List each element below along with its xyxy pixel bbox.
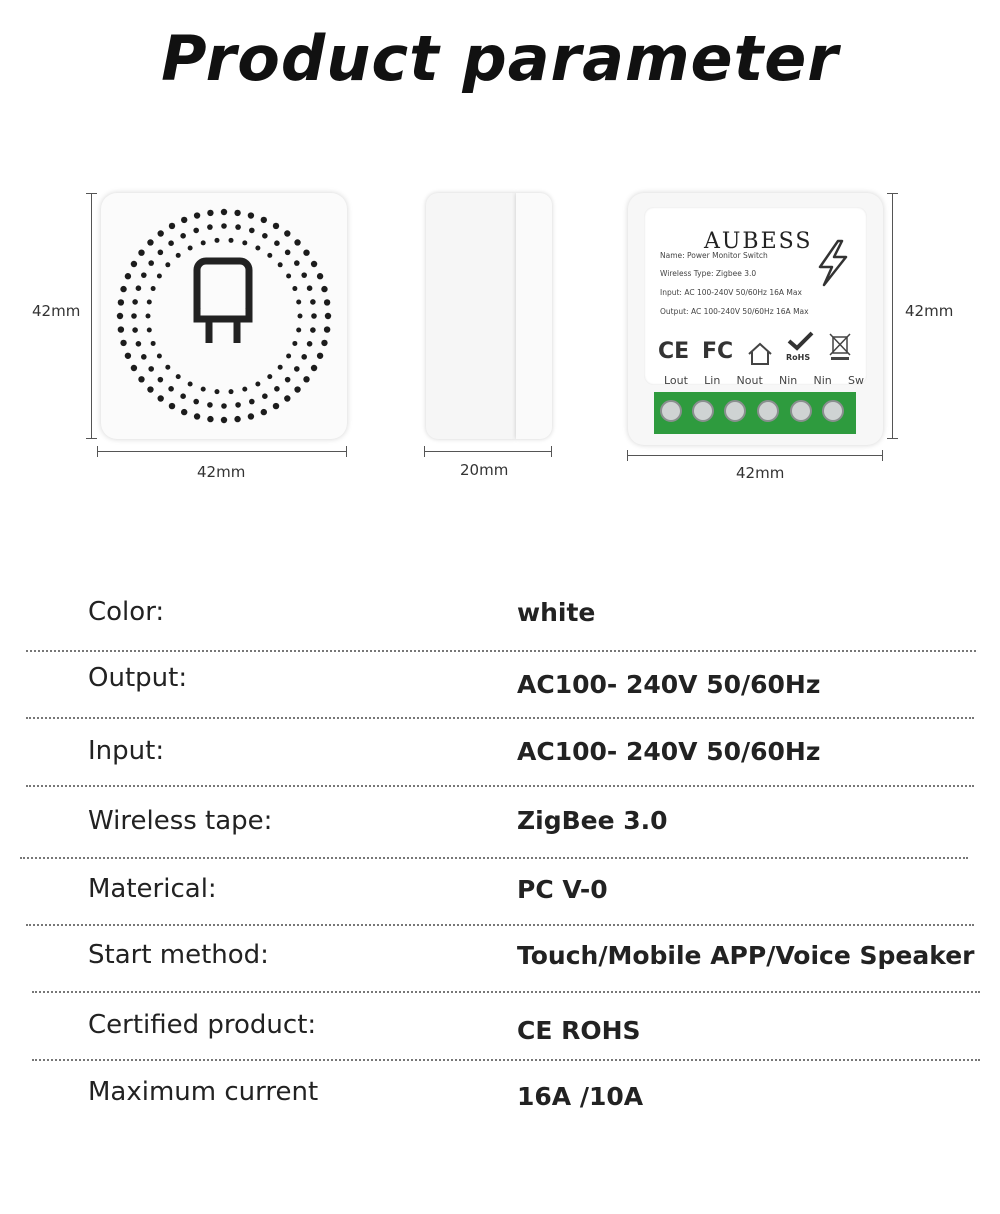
back-width-dimension-line xyxy=(627,455,883,456)
back-height-dimension-line xyxy=(892,193,893,439)
spec-label-certified: Certified product: xyxy=(88,1010,317,1040)
rohs-mark: RoHS xyxy=(786,353,811,362)
terminal-block xyxy=(654,392,856,434)
row-divider xyxy=(26,785,974,787)
back-height-label: 42mm xyxy=(905,302,954,320)
screw-icon xyxy=(660,400,682,422)
spec-label-input: Input: xyxy=(88,736,165,766)
brand-logo: AUBESS xyxy=(704,229,813,254)
terminal-labels xyxy=(664,374,864,387)
screw-icon xyxy=(692,400,714,422)
spec-label-color: Color: xyxy=(88,597,165,627)
front-width-dimension-line xyxy=(97,451,347,452)
screw-icon xyxy=(757,400,779,422)
terminal-label: Nin xyxy=(779,374,798,387)
device-label-panel xyxy=(644,207,867,385)
spec-label-material: Materical: xyxy=(88,874,217,904)
side-width-label: 20mm xyxy=(460,461,509,479)
row-divider xyxy=(26,717,974,719)
page-title: Product parameter xyxy=(161,22,839,95)
screw-icon xyxy=(822,400,844,422)
checkmark-icon xyxy=(786,331,814,351)
screw-icon xyxy=(724,400,746,422)
label-wireless-line: Wireless Type: Zigbee 3.0 xyxy=(660,269,757,278)
fc-mark: FC xyxy=(702,339,734,364)
terminal-label: Nin xyxy=(813,374,832,387)
spec-label-max-current: Maximum current xyxy=(88,1077,319,1107)
side-width-dimension-line xyxy=(424,451,552,452)
device-side-view xyxy=(426,193,552,439)
row-divider xyxy=(20,857,968,859)
spec-value-material: PC V-0 xyxy=(517,875,608,904)
terminal-label: Sw xyxy=(847,374,864,387)
house-icon xyxy=(746,341,774,367)
device-back-view xyxy=(628,193,883,445)
terminal-label: Lin xyxy=(704,374,721,387)
spec-value-max-current: 16A /10A xyxy=(517,1082,644,1111)
spec-label-wireless: Wireless tape: xyxy=(88,806,273,836)
spec-value-wireless: ZigBee 3.0 xyxy=(517,806,668,835)
weee-bin-icon xyxy=(828,331,852,361)
terminal-label: Nout xyxy=(736,374,763,387)
device-front-view xyxy=(101,193,347,439)
screw-icon xyxy=(790,400,812,422)
front-height-label: 42mm xyxy=(32,302,81,320)
row-divider xyxy=(32,1059,980,1061)
row-divider xyxy=(26,650,976,652)
spec-value-certified: CE ROHS xyxy=(517,1016,641,1045)
back-width-label: 42mm xyxy=(736,464,785,482)
label-input-line: Input: AC 100-240V 50/60Hz 16A Max xyxy=(660,288,802,297)
lightning-icon xyxy=(814,239,854,289)
row-divider xyxy=(26,924,974,926)
front-height-dimension-line xyxy=(91,193,92,439)
front-width-label: 42mm xyxy=(197,463,246,481)
label-name-line: Name: Power Monitor Switch xyxy=(660,251,768,260)
spec-value-input: AC100- 240V 50/60Hz xyxy=(517,737,821,766)
terminal-label: Lout xyxy=(664,374,688,387)
touch-button-icon xyxy=(101,193,347,439)
spec-value-start-method: Touch/Mobile APP/Voice Speaker xyxy=(517,941,975,970)
label-output-line: Output: AC 100-240V 50/60Hz 16A Max xyxy=(660,307,809,316)
spec-label-start-method: Start method: xyxy=(88,940,269,970)
spec-value-output: AC100- 240V 50/60Hz xyxy=(517,670,821,699)
spec-value-color: white xyxy=(517,598,596,627)
ce-mark: CE xyxy=(658,339,690,364)
row-divider xyxy=(32,991,980,993)
spec-label-output: Output: xyxy=(88,663,188,693)
